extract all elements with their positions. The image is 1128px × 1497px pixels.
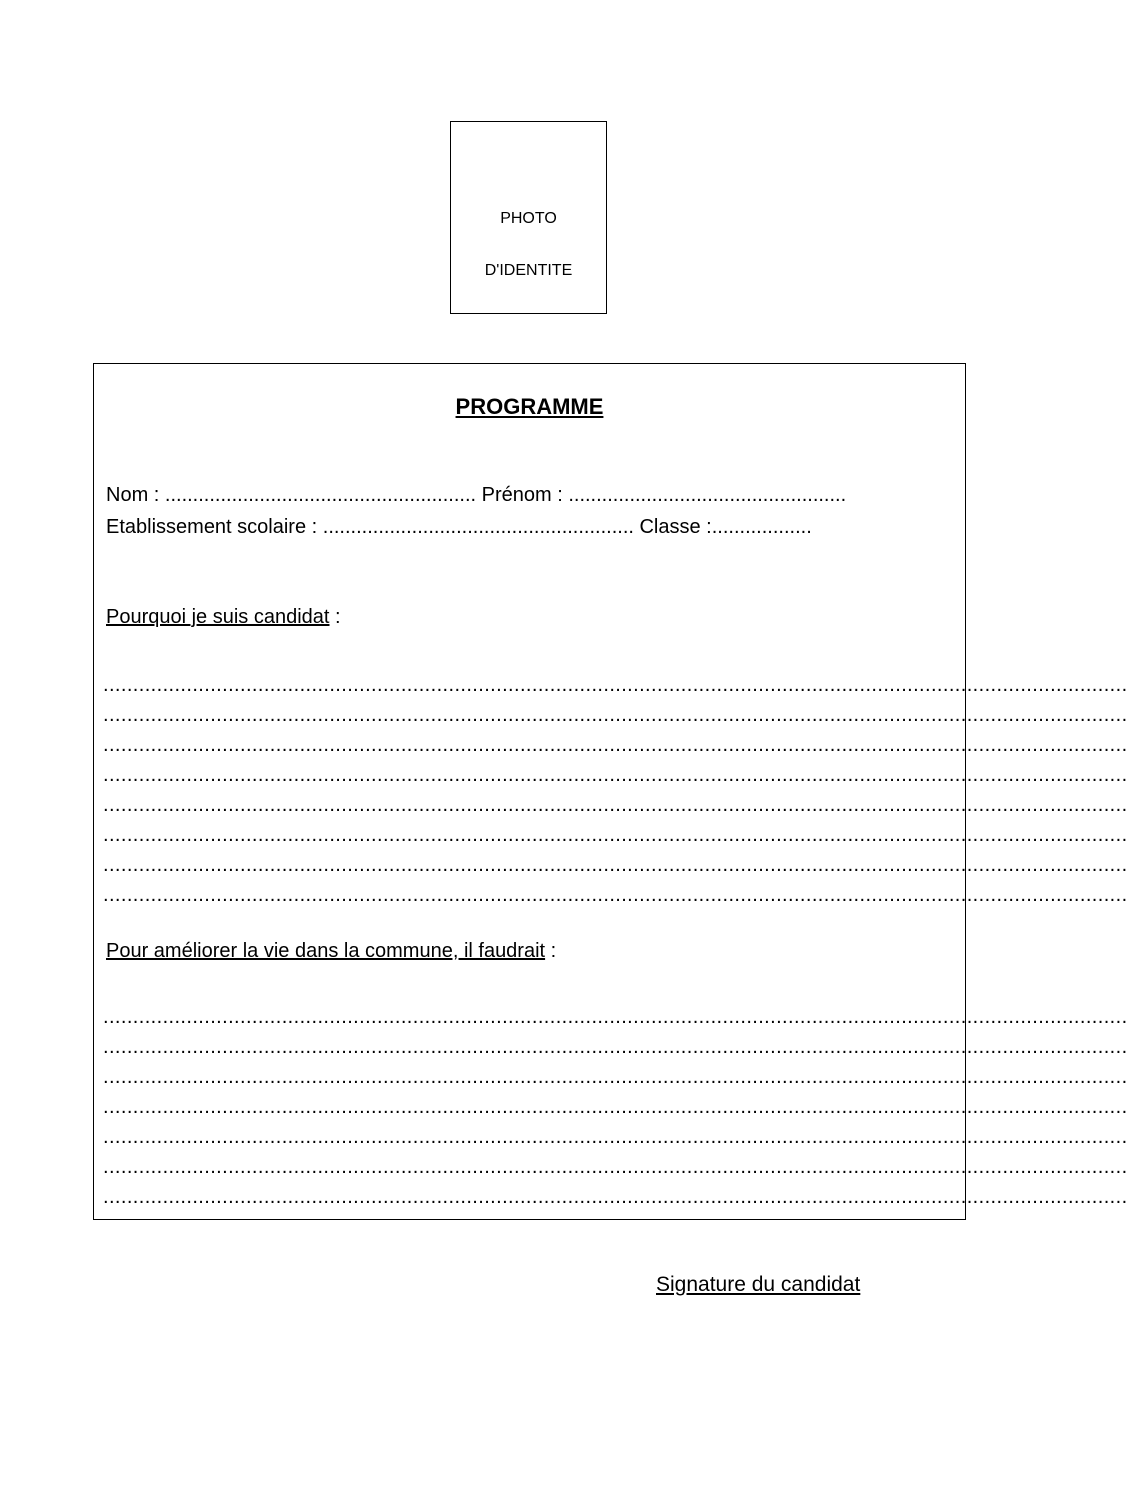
- section-heading-pourquoi-label: Pourquoi je suis candidat: [106, 606, 330, 628]
- form-title-text: PROGRAMME: [455, 394, 604, 419]
- answer-line-ameliorer[interactable]: ............................................................................................................................................................................: [103, 1156, 1128, 1178]
- answer-line-pourquoi[interactable]: ............................................................................................................................................................................: [103, 704, 1128, 726]
- answer-line-ameliorer[interactable]: ............................................................................................................................................................................: [103, 1186, 1128, 1208]
- section-heading-pourquoi-suffix: :: [329, 606, 341, 628]
- etablissement-classe-field[interactable]: Etablissement scolaire : ........................................................ Classe :..................: [106, 516, 812, 538]
- section-heading-pourquoi: [106, 606, 341, 629]
- identity-label: D'IDENTITE: [484, 262, 573, 279]
- answer-line-pourquoi[interactable]: ............................................................................................................................................................................: [103, 674, 1128, 696]
- answer-line-pourquoi[interactable]: ............................................................................................................................................................................: [103, 794, 1128, 816]
- answer-line-pourquoi[interactable]: ............................................................................................................................................................................: [103, 734, 1128, 756]
- nom-prenom-field[interactable]: Nom : ........................................................ Prénom : ..................................................: [106, 484, 847, 506]
- answer-line-ameliorer[interactable]: ............................................................................................................................................................................: [103, 1096, 1128, 1118]
- section-heading-ameliorer: [106, 940, 556, 963]
- answer-line-pourquoi[interactable]: ............................................................................................................................................................................: [103, 764, 1128, 786]
- answer-line-ameliorer[interactable]: ............................................................................................................................................................................: [103, 1066, 1128, 1088]
- form-title: [94, 394, 965, 420]
- section-heading-ameliorer-suffix: :: [545, 940, 557, 962]
- answer-line-pourquoi[interactable]: ............................................................................................................................................................................: [103, 884, 1128, 906]
- answer-line-ameliorer[interactable]: ............................................................................................................................................................................: [103, 1006, 1128, 1028]
- answer-line-ameliorer[interactable]: ............................................................................................................................................................................: [103, 1126, 1128, 1148]
- programme-form: [93, 363, 1128, 1220]
- answer-line-ameliorer[interactable]: ............................................................................................................................................................................: [103, 1036, 1128, 1058]
- photo-label: PHOTO: [500, 210, 557, 227]
- answer-line-pourquoi[interactable]: ............................................................................................................................................................................: [103, 854, 1128, 876]
- signature-label: Signature du candidat: [656, 1273, 861, 1296]
- section-heading-ameliorer-label: Pour améliorer la vie dans la commune, il faudrait: [106, 940, 546, 962]
- photo-placeholder-box: [450, 121, 607, 314]
- answer-line-pourquoi[interactable]: ............................................................................................................................................................................: [103, 824, 1128, 846]
